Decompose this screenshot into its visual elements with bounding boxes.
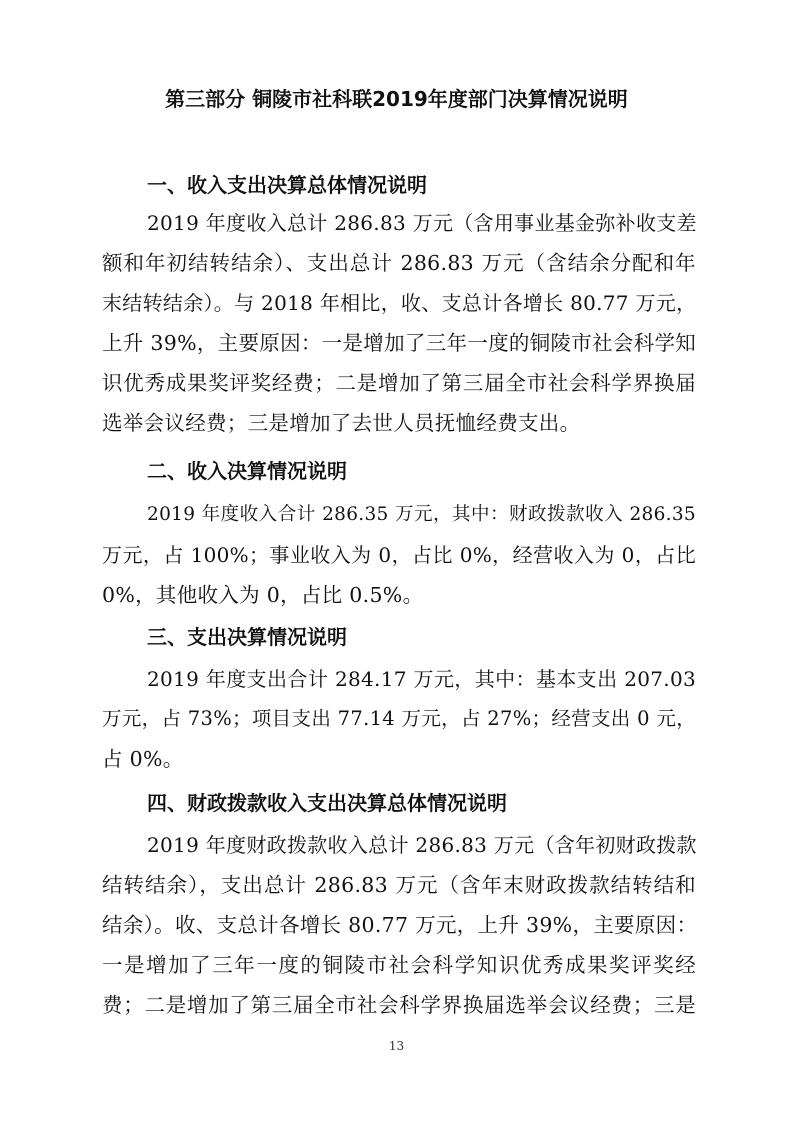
paragraph-line: 结余）。收、支总计各增长 80.77 万元，上升 39%，主要原因： (102, 913, 698, 937)
paragraph-line: 末结转结余）。与 2018 年相比，收、支总计各增长 80.77 万元， (102, 291, 697, 315)
section-heading-4: 四、财政拨款收入支出决算总体情况说明 (147, 791, 507, 815)
paragraph-line: 占 0%。 (102, 747, 184, 771)
paragraph-line: 2019 年度收入总计 286.83 万元（含用事业基金弥补收支差 (147, 211, 697, 235)
paragraph-line: 识优秀成果奖评奖经费；二是增加了第三届全市社会科学界换届 (102, 371, 696, 395)
page-number: 13 (388, 1039, 405, 1053)
paragraph-line: 2019 年度支出合计 284.17 万元，其中：基本支出 207.03 (147, 667, 696, 691)
paragraph-line: 一是增加了三年一度的铜陵市社会科学知识优秀成果奖评奖经 (102, 953, 696, 977)
paragraph-line: 上升 39%，主要原因：一是增加了三年一度的铜陵市社会科学知 (102, 331, 697, 355)
section-heading-2: 二、收入决算情况说明 (147, 459, 347, 483)
paragraph-line: 万元，占 100%；事业收入为 0，占比 0%，经营收入为 0，占比 (102, 543, 697, 567)
page-title: 第三部分 铜陵市社科联2019年度部门决算情况说明 (165, 87, 628, 111)
section-heading-1: 一、收入支出决算总体情况说明 (147, 173, 427, 197)
paragraph-line: 0%，其他收入为 0，占比 0.5%。 (102, 583, 424, 607)
paragraph-line: 费；二是增加了第三届全市社会科学界换届选举会议经费；三是 (102, 993, 696, 1017)
paragraph-line: 选举会议经费；三是增加了去世人员抚恤经费支出。 (102, 411, 581, 435)
section-heading-3: 三、支出决算情况说明 (147, 625, 347, 649)
paragraph-line: 2019 年度收入合计 286.35 万元，其中：财政拨款收入 286.35 (147, 504, 696, 525)
paragraph-line: 额和年初结转结余）、支出总计 286.83 万元（含结余分配和年 (102, 251, 696, 275)
paragraph-line: 2019 年度财政拨款收入总计 286.83 万元（含年初财政拨款 (147, 833, 697, 857)
paragraph-line: 结转结余），支出总计 286.83 万元（含年末财政拨款结转结和 (102, 873, 696, 897)
paragraph-line: 万元，占 73%；项目支出 77.14 万元，占 27%；经营支出 0 元， (102, 707, 696, 730)
